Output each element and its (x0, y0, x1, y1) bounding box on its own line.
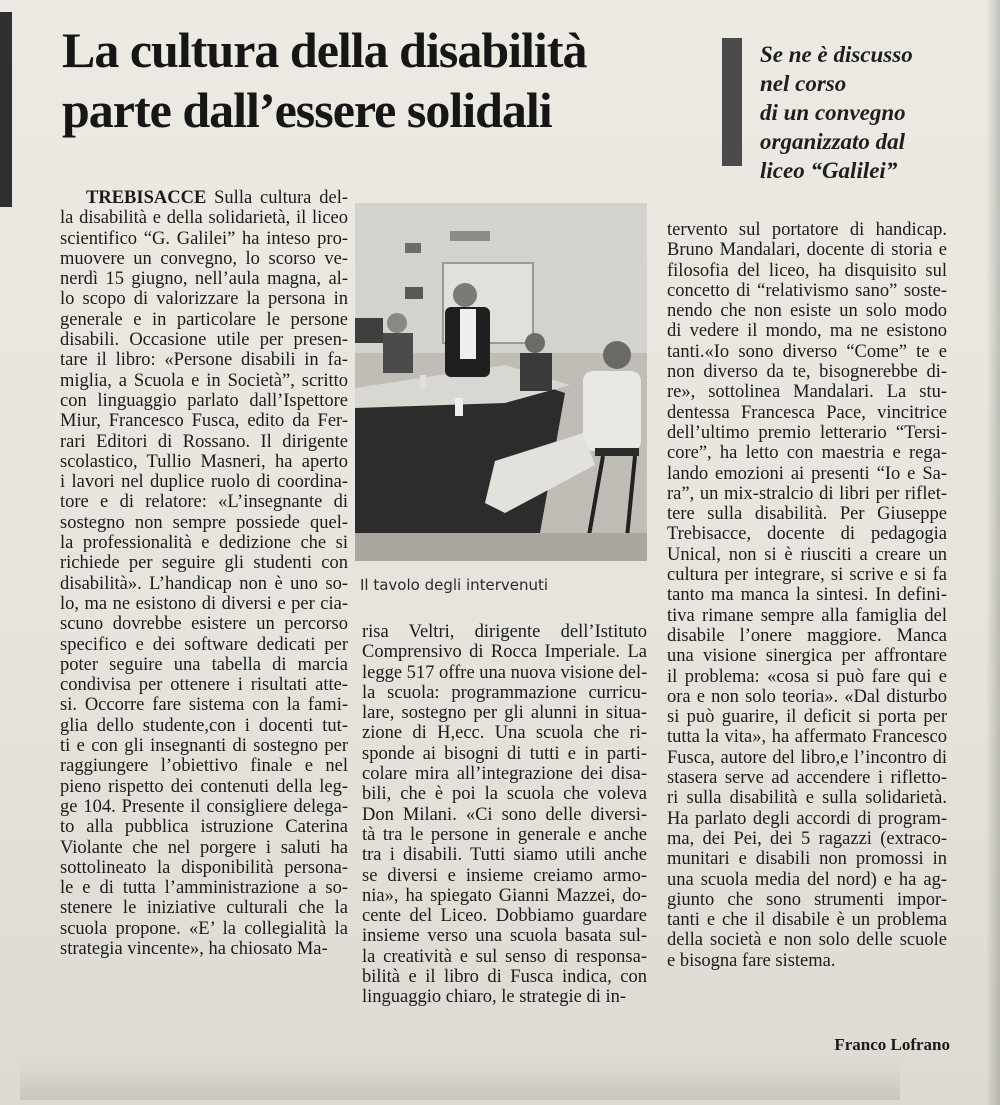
text-line: tà tra le persone in generale e anche (362, 824, 647, 845)
text-line: tra i disabili. Tutti siamo utili anche (362, 845, 647, 866)
text-line: una scuola media del nord) e ha ag- (667, 869, 947, 890)
headline (62, 20, 662, 140)
text-line: sostegno non sempre possiede quel- (60, 512, 348, 533)
text-line: con linguaggio parlato dall’Ispettore (60, 390, 348, 411)
text-line: dentessa Francesca Pace, vincitrice (667, 402, 947, 423)
text-line: cente del Liceo. Dobbiamo guardare (362, 906, 647, 927)
text-line: re», sottolinea Mandalari. La stu- (667, 382, 947, 403)
text-line: bili, che è poi la scuola che voleva (362, 784, 647, 805)
text-line: legge 517 offre una nuova visione del- (362, 662, 647, 683)
text-line: glia dello studente,con i docenti tut- (60, 715, 348, 736)
text-line: cultura per integrare, si scrive e si fa (667, 565, 947, 586)
text-line: generale e in particolare le persone (60, 309, 348, 330)
text-line: insieme verso una scuola basata sul- (362, 926, 647, 947)
text-line: ma, dei Pei, dei 5 ragazzi (extraco- (667, 828, 947, 849)
text-line: miglia, a Scuola e in Società”, scritto (60, 370, 348, 391)
text-line: core”, ha letto con maestria e rega- (667, 443, 947, 464)
text-line: sottolineato la disponibilità persona- (60, 857, 348, 878)
kicker-line: Se ne è discusso (760, 42, 913, 67)
text-line: il problema: «cosa si può fare qui e (667, 666, 947, 687)
text-line: Miur, Francesco Fusca, edito da Fer- (60, 411, 348, 432)
text-line: scuno dovrebbe esistere un percorso (60, 614, 348, 635)
text-line: la disabilità e della solidarietà, il liceo (60, 208, 348, 229)
text-line: strategia vincente», ha chiosato Ma- (60, 938, 328, 959)
bleed-through-shadow (20, 1060, 900, 1100)
text-line: concetto di “relativismo sano” soste- (667, 280, 947, 301)
text-line: raggiungere l’obiettivo finale e nel (60, 756, 348, 777)
text-line: Bruno Mandalari, docente di storia e (667, 240, 947, 261)
text-line: filosofia del liceo, ha disquisito sul (667, 260, 947, 281)
column-2 (362, 622, 647, 1008)
text-line: nendo che non esiste un solo modo (667, 301, 947, 322)
text-line: i lavori nel duplice ruolo di coordina- (60, 472, 348, 493)
text-line: rari Editori di Rossano. Il dirigente (60, 431, 348, 452)
text-line: Ha parlato degli accordi di program- (667, 808, 947, 829)
text-line: Unical, non si è riusciti a creare un (667, 544, 947, 565)
text-line: richiede per seguire gli studenti con (60, 553, 348, 574)
text-line: lare, sostegno per gli alunni in situa- (362, 703, 647, 724)
kicker-line: nel corso (760, 71, 847, 96)
text-line: condivisa per ottenere i risultati atte- (60, 675, 348, 696)
text-line: si. Occorre fare sistema con la fami- (60, 695, 348, 716)
kicker-line: organizzato dal (760, 129, 906, 154)
photo-caption: Il tavolo degli intervenuti (360, 576, 549, 594)
text-line: scuola propone. «E’ la collegialità la (60, 918, 348, 939)
text-line: ge 104. Presente il consigliere delega- (60, 796, 348, 817)
text-line: ora e non solo teoria». «Dal disturbo (667, 686, 947, 707)
kicker (760, 40, 970, 185)
text-line: lo, ma ne esistono di diversi e per cia- (60, 593, 348, 614)
text-line: tanti.«Io sono diverso “Come” te e (667, 341, 947, 362)
text-line: ri sulla disabilità e sulla solidarietà. (667, 788, 947, 809)
page-edge-shadow (986, 0, 1000, 1105)
article-photo (355, 203, 647, 561)
kicker-line: liceo “Galilei” (760, 158, 898, 183)
text-line: munitari e disabili non promossi in (667, 849, 947, 870)
author-signature: Franco Lofrano (834, 1035, 950, 1054)
text-line: zione di H,ecc. Una scuola che ri- (362, 723, 647, 744)
text-line: nia», ha spiegato Gianni Mazzei, do- (362, 885, 647, 906)
text-line: muovere un convegno, lo scorso ve- (60, 248, 348, 269)
headline-line: La cultura della disabilità (62, 22, 587, 78)
text-line: lando emozioni ai presenti “Io e Sa- (667, 463, 947, 484)
text-line: tanto ma manca la sintesi. In defini- (667, 585, 947, 606)
text-line: la creatività e sul senso di responsa- (362, 946, 647, 967)
text-line: sponde ai bisogni di tutti e in parti- (362, 743, 647, 764)
text-line: scientifico “G. Galilei” ha inteso pro- (60, 228, 348, 249)
text-line: Fusca, autore del libro,e l’incontro di (667, 747, 947, 768)
dateline: TREBISACCE (86, 188, 207, 208)
text-line: Trebisacce, docente di pedagogia (667, 524, 947, 545)
text-line: di vedere il mondo, ma ne esistono (667, 321, 947, 342)
text-line: pieno rispetto dei contenuti della leg- (60, 776, 348, 797)
text-line: colare mira all’integrazione dei disa- (362, 764, 647, 785)
photo-illustration (355, 203, 647, 561)
text-line: Don Milani. «Ci sono delle diversi- (362, 804, 647, 825)
text-line: le e di tutta l’amministrazione a so- (60, 878, 348, 899)
text-line: nerdì 15 giugno, nell’aula magna, al- (60, 269, 348, 290)
text-line: tore e di relatore: «L’insegnante di (60, 492, 348, 513)
text-line: bilità e il libro di Fusca indica, con (362, 967, 647, 988)
text-line: disabilità». L’handicap non è uno so- (60, 573, 348, 594)
text-line: to alla pubblica istruzione Caterina (60, 817, 348, 838)
text-line: la scuola: programmazione curricu- (362, 682, 647, 703)
text-line: stenere le iniziative culturali che la (60, 898, 348, 919)
text-line (60, 188, 348, 208)
text-line: disabile l’onere maggiore. Manca (667, 625, 947, 646)
text-line-rest: Sulla cultura del- (206, 188, 348, 208)
text-line: risa Veltri, dirigente dell’Istituto (362, 622, 647, 642)
text-line: ra”, un mix-stralcio di libri per riflet- (667, 483, 947, 504)
text-line: poter seguire una tabella di marcia (60, 654, 348, 675)
text-line: una visione sinergica per affrontare (667, 646, 947, 667)
text-line: dell’ultimo premio letterario “Tersi- (667, 422, 947, 443)
text-line: tutta la vita», ha affermato Francesco (667, 727, 947, 748)
column-3 (667, 220, 947, 971)
text-line: tervento sul portatore di handicap. (667, 220, 947, 240)
text-line: la professionalità e dedizione che si (60, 533, 348, 554)
text-line: se diversi e insieme creiamo armo- (362, 865, 647, 886)
text-line: disabili. Occasione utile per presen- (60, 330, 348, 351)
text-line: lo scopo di valorizzare la persona in (60, 289, 348, 310)
text-line: scolastico, Tullio Masneri, ha aperto (60, 451, 348, 472)
text-line: non diverso da te, bisognerebbe di- (667, 362, 947, 383)
text-line: tere sulla disabilità. Per Giuseppe (667, 504, 947, 525)
text-line: Comprensivo di Rocca Imperiale. La (362, 642, 647, 663)
text-line: Violante che nel porgere i saluti ha (60, 837, 348, 858)
headline-line: parte dall’essere solidali (62, 82, 552, 138)
section-bar (0, 12, 12, 207)
text-line: tanti e che il disabile è un problema (667, 910, 947, 931)
text-line: specifico e dei software dedicati per (60, 634, 348, 655)
column-1 (60, 188, 348, 959)
kicker-bar (722, 38, 742, 166)
text-line: giunto che sono strumenti impor- (667, 889, 947, 910)
text-line: tiva rimane sempre alla famiglia del (667, 605, 947, 626)
text-line: della società e non solo delle scuole (667, 930, 947, 951)
text-line: linguaggio chiaro, le strategie di in- (362, 987, 627, 1008)
text-line: e bisogna fare sistema. (667, 950, 836, 971)
kicker-line: di un convegno (760, 100, 906, 125)
text-line: ti e con gli insegnanti di sostegno per (60, 736, 348, 757)
text-line: stasera serve ad accendere i rifletto- (667, 768, 947, 789)
text-line: si può guarire, il deficit si porta per (667, 707, 947, 728)
text-line: tare il libro: «Persone disabili in fa- (60, 350, 348, 371)
